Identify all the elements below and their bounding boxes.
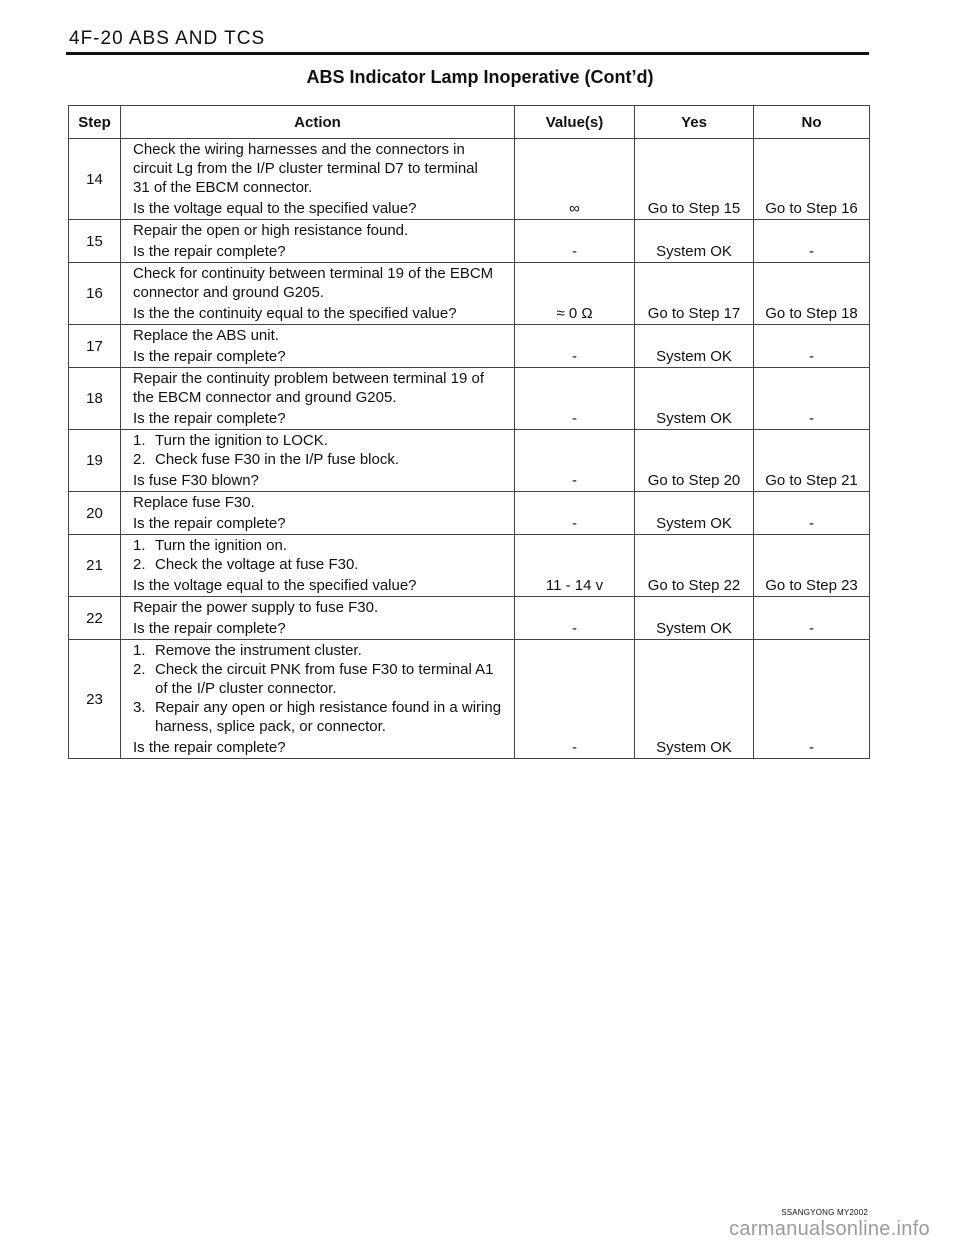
action-cell [121, 325, 515, 368]
value-cell: - [515, 640, 635, 759]
table-row [69, 640, 870, 759]
action-cell [121, 430, 515, 492]
column-header-action: Action [121, 106, 515, 139]
action-question: Is the repair complete? [133, 243, 286, 260]
step-number: 20 [69, 492, 121, 535]
yes-cell: System OK [635, 640, 754, 759]
yes-cell: System OK [635, 368, 754, 430]
list-item-text: Turn the ignition on. [155, 537, 288, 554]
no-cell: Go to Step 23 [754, 535, 870, 597]
step-number: 22 [69, 597, 121, 640]
action-cell [121, 220, 515, 263]
column-header-no: No [754, 106, 870, 139]
action-question: Is the the continuity equal to the specified value? [133, 305, 457, 322]
value-cell: - [515, 368, 635, 430]
action-text: Replace the ABS unit. [133, 327, 279, 344]
list-number: 1. [133, 432, 146, 449]
action-cell [121, 597, 515, 640]
yes-cell: System OK [635, 492, 754, 535]
action-list-item [133, 450, 510, 469]
step-number: 18 [69, 368, 121, 430]
action-text: the EBCM connector and ground G205. [133, 389, 397, 406]
no-cell: Go to Step 16 [754, 139, 870, 220]
action-cell [121, 535, 515, 597]
action-question: Is the repair complete? [133, 739, 286, 756]
no-cell: - [754, 597, 870, 640]
step-number: 19 [69, 430, 121, 492]
action-question: Is the voltage equal to the specified value? [133, 200, 417, 217]
action-text: Repair the power supply to fuse F30. [133, 599, 379, 616]
yes-cell: Go to Step 17 [635, 263, 754, 325]
no-cell: - [754, 325, 870, 368]
action-text: connector and ground G205. [133, 284, 324, 301]
yes-cell: Go to Step 15 [635, 139, 754, 220]
action-question: Is the repair complete? [133, 620, 286, 637]
list-item-text: Turn the ignition to LOCK. [155, 432, 328, 449]
action-list-item [133, 555, 510, 574]
action-question: Is the repair complete? [133, 515, 286, 532]
value-cell: - [515, 325, 635, 368]
table-row [69, 430, 870, 492]
list-item-text: Check the voltage at fuse F30. [155, 556, 359, 573]
no-cell: - [754, 368, 870, 430]
action-cell [121, 492, 515, 535]
list-number: 2. [133, 451, 146, 468]
value-cell: 11 - 14 v [515, 535, 635, 597]
yes-cell: Go to Step 20 [635, 430, 754, 492]
list-item-text: Repair any open or high resistance found in a wiring [155, 699, 502, 716]
table-row [69, 139, 870, 220]
column-header-values: Value(s) [515, 106, 635, 139]
column-header-yes: Yes [635, 106, 754, 139]
list-item-text: Remove the instrument cluster. [155, 642, 362, 659]
action-list-item [133, 431, 510, 450]
value-cell: ∞ [515, 139, 635, 220]
action-text: Repair the open or high resistance found. [133, 222, 409, 239]
diagnostic-table [68, 105, 870, 759]
action-text: Repair the continuity problem between terminal 19 of [133, 370, 485, 387]
document-title: ABS Indicator Lamp Inoperative (Cont’d) [306, 67, 654, 87]
table-row [69, 597, 870, 640]
action-question: Is the repair complete? [133, 410, 286, 427]
list-number: 2. [133, 661, 146, 678]
list-item-text: Check fuse F30 in the I/P fuse block. [155, 451, 400, 468]
action-text: Check for continuity between terminal 19 of the EBCM [133, 265, 494, 282]
value-cell: - [515, 220, 635, 263]
list-number: 2. [133, 556, 146, 573]
no-cell: Go to Step 21 [754, 430, 870, 492]
value-cell: - [515, 430, 635, 492]
action-question: Is the voltage equal to the specified value? [133, 577, 417, 594]
table-row [69, 220, 870, 263]
table-body [69, 139, 870, 759]
step-number: 16 [69, 263, 121, 325]
table-row [69, 325, 870, 368]
step-number: 21 [69, 535, 121, 597]
table-row [69, 492, 870, 535]
action-text: Check the wiring harnesses and the connectors in [133, 141, 465, 158]
list-number: 1. [133, 642, 146, 659]
value-cell: - [515, 492, 635, 535]
step-number: 15 [69, 220, 121, 263]
value-cell: - [515, 597, 635, 640]
step-number: 17 [69, 325, 121, 368]
list-number: 3. [133, 699, 146, 716]
action-list-item [133, 536, 510, 555]
brand-footer: SSANGYONG MY2002 [781, 1208, 868, 1217]
action-list-item [133, 698, 510, 736]
step-number: 23 [69, 640, 121, 759]
yes-cell: System OK [635, 220, 754, 263]
table-row [69, 368, 870, 430]
no-cell: - [754, 220, 870, 263]
table-row [69, 263, 870, 325]
list-item-text: harness, splice pack, or connector. [155, 718, 386, 735]
yes-cell: System OK [635, 325, 754, 368]
list-item-text: of the I/P cluster connector. [155, 680, 337, 697]
page-header: 4F-20 ABS AND TCS [69, 28, 266, 49]
table-header [69, 106, 870, 139]
no-cell: - [754, 492, 870, 535]
list-item-text: Check the circuit PNK from fuse F30 to terminal A1 [155, 661, 494, 678]
action-text: 31 of the EBCM connector. [133, 179, 313, 196]
no-cell: - [754, 640, 870, 759]
action-question: Is the repair complete? [133, 348, 286, 365]
watermark: carmanualsonline.info [729, 1218, 930, 1240]
yes-cell: Go to Step 22 [635, 535, 754, 597]
action-cell [121, 640, 515, 759]
value-cell: ≈ 0 Ω [515, 263, 635, 325]
step-number: 14 [69, 139, 121, 220]
action-text: Replace fuse F30. [133, 494, 255, 511]
action-list-item [133, 660, 510, 698]
action-cell [121, 139, 515, 220]
column-header-step: Step [69, 106, 121, 139]
header-rule [66, 52, 869, 55]
no-cell: Go to Step 18 [754, 263, 870, 325]
list-number: 1. [133, 537, 146, 554]
yes-cell: System OK [635, 597, 754, 640]
action-cell [121, 368, 515, 430]
table-row [69, 535, 870, 597]
action-question: Is fuse F30 blown? [133, 472, 259, 489]
action-text: circuit Lg from the I/P cluster terminal D7 to terminal [133, 160, 478, 177]
action-cell [121, 263, 515, 325]
action-list-item [133, 641, 510, 660]
